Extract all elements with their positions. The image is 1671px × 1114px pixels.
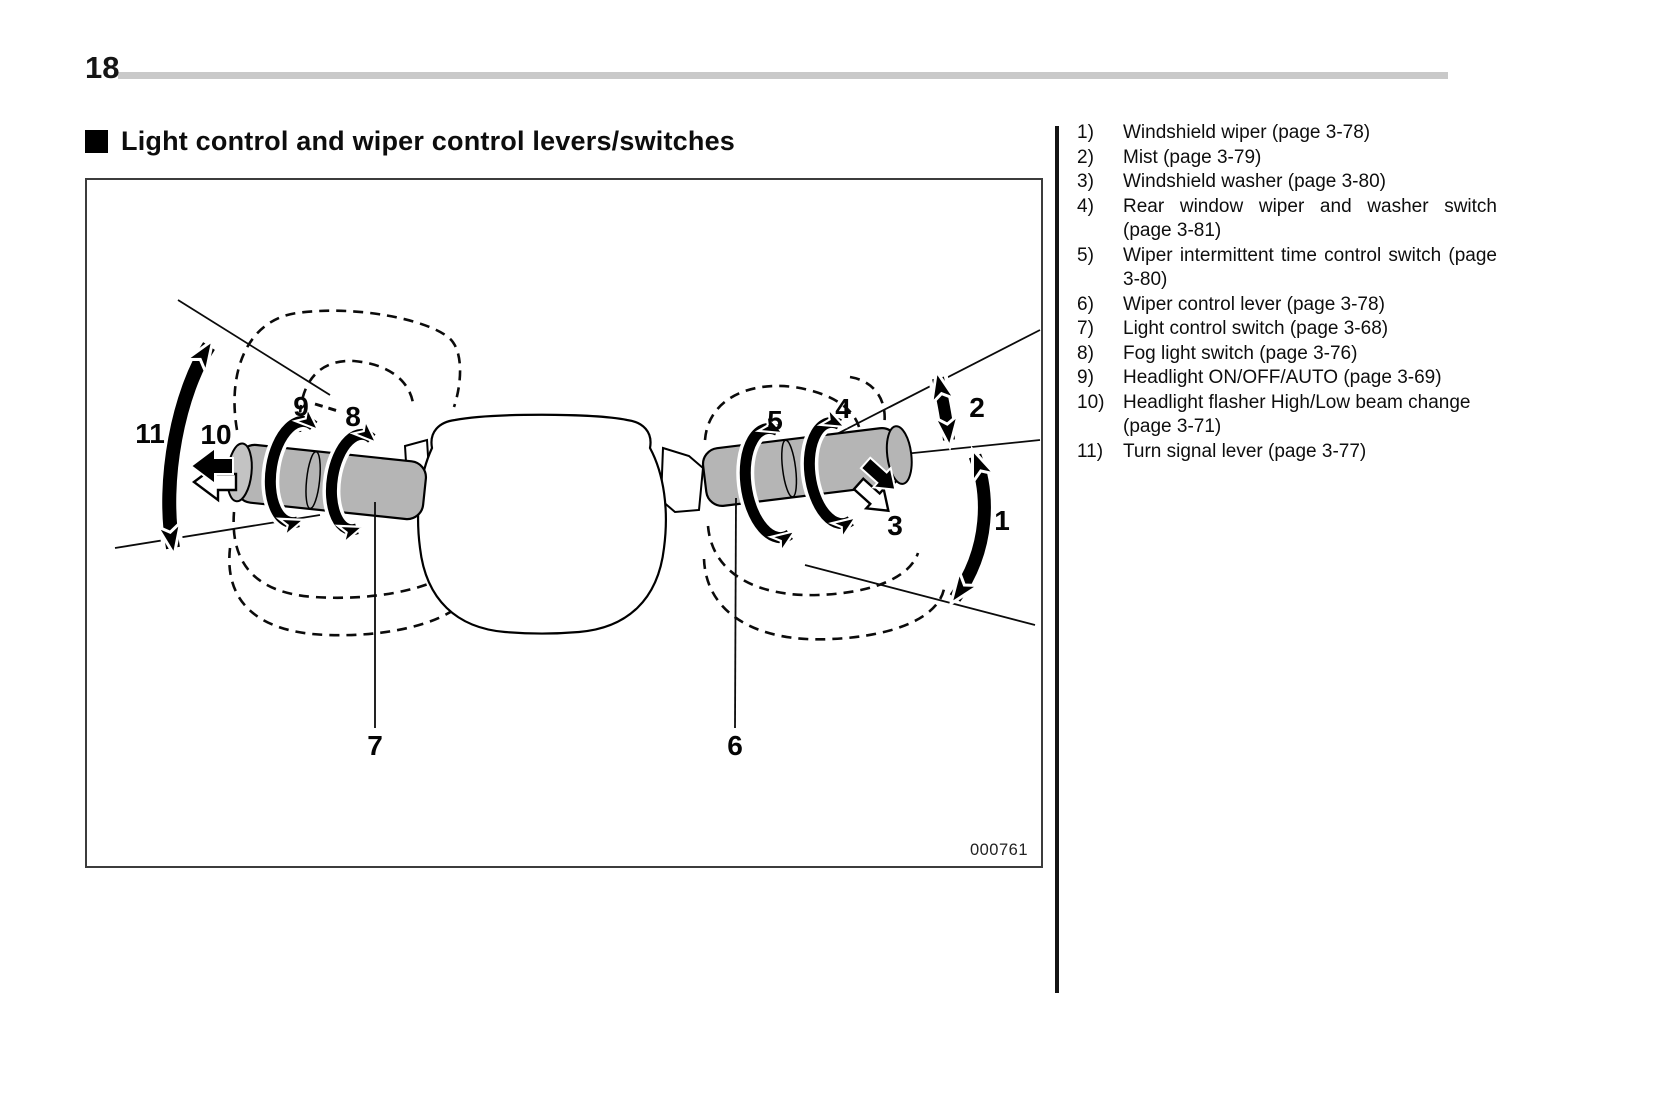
diagram-label-10: 10 (200, 419, 232, 450)
diagram-label-9: 9 (293, 391, 309, 422)
diagram-label-2: 2 (969, 392, 985, 423)
steering-wheel-pad (418, 415, 666, 634)
diagram-label-8: 8 (345, 401, 361, 432)
right-lever-connector (661, 448, 703, 512)
legend-item-11 (1077, 440, 1497, 465)
legend-num: 3) (1077, 171, 1094, 192)
legend-num: 9) (1077, 367, 1094, 388)
legend-text: Headlight flasher High/Low beam change (page 3-71) (1123, 391, 1471, 437)
mist-range-arrow (938, 378, 949, 440)
legend-text: Windshield wiper (page 3-78) (1123, 122, 1371, 143)
legend-text: Wiper intermittent time control switch (page 3-80) (1123, 244, 1497, 290)
diagram-label-5: 5 (767, 405, 783, 436)
steering-column-diagram (87, 180, 1041, 866)
legend-num: 4) (1077, 195, 1094, 217)
diagram-label-11: 11 (135, 418, 165, 449)
legend-item-6 (1077, 293, 1497, 318)
figure-frame (85, 178, 1043, 868)
legend-item-1 (1077, 121, 1497, 146)
legend-item-9 (1077, 366, 1497, 391)
legend-item-10 (1077, 391, 1497, 440)
legend-list (1077, 121, 1497, 464)
legend-num: 2) (1077, 146, 1094, 168)
legend-text: Turn signal lever (page 3-77) (1123, 440, 1367, 462)
legend-item-2 (1077, 146, 1497, 171)
section-heading (85, 126, 735, 157)
legend-num: 7) (1077, 318, 1094, 339)
square-bullet-icon (85, 130, 108, 153)
legend-num: 11) (1077, 440, 1104, 462)
legend-num: 6) (1077, 293, 1094, 315)
legend-text: Mist (page 3-79) (1123, 146, 1262, 168)
legend-num: 5) (1077, 244, 1094, 266)
legend-text: Fog light switch (page 3-76) (1123, 342, 1358, 364)
diagram-label-3: 3 (887, 510, 903, 541)
legend-text: Rear window wiper and washer switch (page 3-81) (1123, 195, 1497, 241)
diagram-label-7: 7 (367, 730, 383, 761)
legend-item-4 (1077, 195, 1497, 244)
legend-item-5 (1077, 244, 1497, 293)
wiper-range-arrow (955, 456, 984, 598)
diagram-label-6: 6 (727, 730, 743, 761)
legend-num: 1) (1077, 122, 1094, 143)
legend-item-7 (1077, 317, 1497, 342)
figure-code: 000761 (969, 841, 1028, 859)
legend-item-3 (1077, 170, 1497, 195)
legend-num: 10) (1077, 391, 1105, 413)
header-rule (118, 72, 1448, 79)
page-number: 18 (85, 50, 120, 85)
vertical-divider (1055, 126, 1059, 993)
legend-text: Light control switch (page 3-68) (1123, 318, 1389, 339)
section-title: Light control and wiper control levers/switches (121, 126, 736, 156)
legend-num: 8) (1077, 342, 1094, 364)
legend-text: Windshield washer (page 3-80) (1123, 171, 1386, 192)
diagram-label-1: 1 (994, 505, 1010, 536)
diagram-label-4: 4 (835, 393, 851, 424)
legend-item-8 (1077, 342, 1497, 367)
legend-text: Wiper control lever (page 3-78) (1123, 293, 1385, 315)
legend-text: Headlight ON/OFF/AUTO (page 3-69) (1123, 367, 1442, 388)
